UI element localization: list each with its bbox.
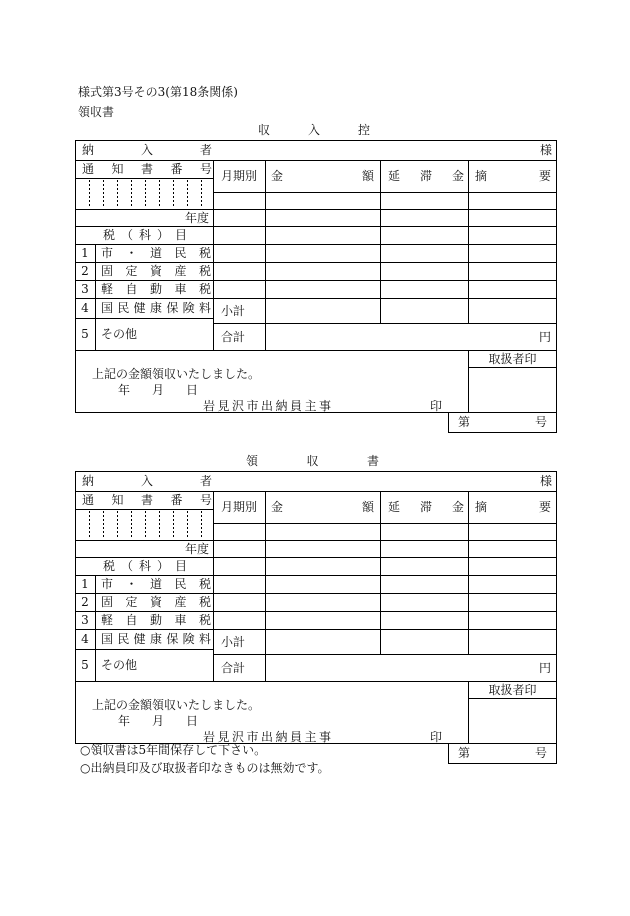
late-fee-header xyxy=(388,160,464,192)
table-rule xyxy=(448,743,449,764)
receipt-form xyxy=(75,471,557,764)
spread-glyph: 税 xyxy=(198,246,211,260)
table-rule xyxy=(468,491,469,655)
spread-glyph: 自 xyxy=(125,282,138,296)
payer-honorific: 様 xyxy=(539,143,552,157)
table-rule xyxy=(75,209,557,210)
spread-glyph: 号 xyxy=(534,415,547,429)
tax-item-number: 2 xyxy=(81,264,89,278)
date-line xyxy=(118,713,198,729)
cashier-title: 岩見沢市出納員主事 xyxy=(203,730,334,744)
spread-glyph: 領 xyxy=(246,454,259,468)
cashier-seal-mark: 印 xyxy=(430,399,443,413)
stub-title xyxy=(258,122,370,138)
tax-item-number: 3 xyxy=(81,613,89,627)
spread-glyph: 通 xyxy=(82,162,95,176)
spread-glyph: 金 xyxy=(451,500,464,514)
notice-digit-guide xyxy=(201,180,202,207)
table-rule xyxy=(448,412,449,433)
table-rule xyxy=(468,367,557,368)
spread-glyph: 目 xyxy=(174,228,187,242)
tax-item-name xyxy=(101,629,211,649)
spread-glyph: 滞 xyxy=(419,169,432,183)
spread-glyph: 市 xyxy=(101,246,114,260)
spread-glyph: 税 xyxy=(198,595,211,609)
fiscal-year-label: 年度 xyxy=(184,541,209,556)
document-name-label: 領収書 xyxy=(78,105,115,119)
yen-unit: 円 xyxy=(538,329,551,344)
spread-glyph: 延 xyxy=(388,500,401,514)
fiscal-year-label: 年度 xyxy=(184,210,209,225)
late-fee-header xyxy=(388,491,464,523)
remarks-header xyxy=(475,160,551,192)
spread-glyph: 民 xyxy=(174,246,187,260)
spread-glyph: 摘 xyxy=(475,169,488,183)
spread-glyph: 車 xyxy=(174,613,187,627)
tax-item-number: 1 xyxy=(81,577,89,591)
notice-digit-guide xyxy=(145,511,146,538)
spread-glyph: 軽 xyxy=(101,613,114,627)
spread-glyph: 入 xyxy=(140,143,153,157)
spread-glyph: 番 xyxy=(170,162,183,176)
spread-glyph: 道 xyxy=(149,246,162,260)
spread-glyph: 険 xyxy=(182,301,195,315)
cashier-seal-mark: 印 xyxy=(430,730,443,744)
table-rule xyxy=(75,509,214,510)
spread-glyph: ・ xyxy=(125,577,138,591)
spread-glyph: 自 xyxy=(125,613,138,627)
receipt-statement: 上記の金額領収いたしました。 xyxy=(92,367,261,381)
amount-header xyxy=(271,160,374,192)
spread-glyph: 税 xyxy=(198,613,211,627)
spread-glyph: 入 xyxy=(307,123,320,137)
spread-glyph: 車 xyxy=(174,282,187,296)
tax-item-name: その他 xyxy=(101,658,138,672)
handler-seal-label: 取扱者印 xyxy=(488,351,537,366)
table-rule xyxy=(75,178,214,179)
period-header: 月期別 xyxy=(220,169,257,183)
cashier-title: 岩見沢市出納員主事 xyxy=(203,399,334,413)
spread-glyph: 年 xyxy=(118,383,131,397)
payer-honorific: 様 xyxy=(539,474,552,488)
spread-glyph: 年 xyxy=(118,714,131,728)
notice-number-label xyxy=(82,160,212,178)
receipt-statement: 上記の金額領収いたしました。 xyxy=(92,698,261,712)
spread-glyph: 税 xyxy=(103,228,116,242)
spread-glyph: 知 xyxy=(111,493,124,507)
spread-glyph: 日 xyxy=(185,714,198,728)
spread-glyph: 入 xyxy=(140,474,153,488)
tax-item-number: 4 xyxy=(81,632,89,646)
notice-digit-guide xyxy=(89,511,90,538)
spread-glyph: 定 xyxy=(125,264,138,278)
tax-item-name: その他 xyxy=(101,327,138,341)
spread-glyph: 民 xyxy=(117,301,130,315)
spread-glyph: 納 xyxy=(82,143,95,157)
spread-glyph: 納 xyxy=(82,474,95,488)
spread-glyph: 号 xyxy=(199,162,212,176)
tax-item-name xyxy=(101,575,211,593)
notice-digit-guide xyxy=(117,511,118,538)
total-label: 合計 xyxy=(221,660,246,675)
spread-glyph: 動 xyxy=(149,282,162,296)
form-number-label: 様式第3号その3(第18条関係) xyxy=(78,85,238,99)
tax-item-number: 5 xyxy=(81,658,89,672)
spread-glyph: 固 xyxy=(101,264,114,278)
table-rule xyxy=(95,575,96,682)
total-label: 合計 xyxy=(221,329,246,344)
table-rule xyxy=(468,698,557,699)
table-rule xyxy=(265,491,266,682)
tax-item-name xyxy=(101,298,211,318)
spread-glyph: 摘 xyxy=(475,500,488,514)
subtotal-label: 小計 xyxy=(221,303,246,318)
spread-glyph: 書 xyxy=(140,493,153,507)
spread-glyph: 金 xyxy=(271,500,284,514)
spread-glyph: 額 xyxy=(361,169,374,183)
spread-glyph: 要 xyxy=(538,500,551,514)
note-item: ○領収書は5年間保存して下さい。 xyxy=(80,743,267,757)
spread-glyph: （ xyxy=(120,228,133,242)
spread-glyph: 月 xyxy=(151,383,164,397)
spread-glyph: 号 xyxy=(199,493,212,507)
spread-glyph: 者 xyxy=(199,474,212,488)
notice-digit-guide xyxy=(201,511,202,538)
spread-glyph: 要 xyxy=(538,169,551,183)
notice-digit-guide xyxy=(159,511,160,538)
spread-glyph: 書 xyxy=(140,162,153,176)
remarks-header xyxy=(475,491,551,523)
spread-glyph: 民 xyxy=(117,632,130,646)
note-item: ○出納員印及び取扱者印なきものは無効です。 xyxy=(80,761,330,775)
spread-glyph: 康 xyxy=(149,632,162,646)
spread-glyph: 書 xyxy=(366,454,379,468)
table-rule xyxy=(556,743,557,764)
table-rule xyxy=(265,160,266,351)
spread-glyph: 康 xyxy=(149,301,162,315)
spread-glyph: 税 xyxy=(103,559,116,573)
tax-item-name xyxy=(101,611,211,629)
spread-glyph: 税 xyxy=(198,577,211,591)
tax-item-number: 5 xyxy=(81,327,89,341)
tax-item-number: 4 xyxy=(81,301,89,315)
handler-seal-label: 取扱者印 xyxy=(488,682,537,697)
tax-item-number: 2 xyxy=(81,595,89,609)
spread-glyph: 国 xyxy=(101,301,114,315)
spread-glyph: 収 xyxy=(306,454,319,468)
table-rule xyxy=(75,540,557,541)
payer-label xyxy=(82,471,212,491)
table-rule xyxy=(380,491,381,655)
receipt-title xyxy=(246,453,379,469)
tax-item-name xyxy=(101,280,211,298)
tax-item-name xyxy=(101,262,211,280)
notice-digit-guide xyxy=(103,180,104,207)
spread-glyph: 知 xyxy=(111,162,124,176)
spread-glyph: （ xyxy=(120,559,133,573)
spread-glyph: 資 xyxy=(149,595,162,609)
notice-digit-guide xyxy=(117,180,118,207)
spread-glyph: 固 xyxy=(101,595,114,609)
spread-glyph: 健 xyxy=(133,632,146,646)
spread-glyph: ） xyxy=(156,559,169,573)
spread-glyph: 延 xyxy=(388,169,401,183)
payer-label xyxy=(82,140,212,160)
yen-unit: 円 xyxy=(538,660,551,675)
spread-glyph: 者 xyxy=(199,143,212,157)
table-rule xyxy=(556,412,557,433)
period-header: 月期別 xyxy=(220,500,257,514)
tax-item-name xyxy=(101,593,211,611)
notice-digit-guide xyxy=(131,180,132,207)
spread-glyph: 通 xyxy=(82,493,95,507)
spread-glyph: 資 xyxy=(149,264,162,278)
notice-digit-guide xyxy=(131,511,132,538)
spread-glyph: 金 xyxy=(271,169,284,183)
notice-digit-guide xyxy=(159,180,160,207)
tax-category-label xyxy=(103,557,187,575)
spread-glyph: 国 xyxy=(101,632,114,646)
spread-glyph: 第 xyxy=(458,746,471,760)
spread-glyph: 番 xyxy=(170,493,183,507)
tax-item-number: 3 xyxy=(81,282,89,296)
table-rule xyxy=(448,432,557,433)
table-rule xyxy=(95,244,96,351)
stub-form xyxy=(75,140,557,433)
spread-glyph: 税 xyxy=(198,264,211,278)
spread-glyph: 健 xyxy=(133,301,146,315)
notice-digit-guide xyxy=(187,511,188,538)
spread-glyph: 税 xyxy=(198,282,211,296)
spread-glyph: 収 xyxy=(258,123,271,137)
notice-number-label xyxy=(82,491,212,509)
notice-digit-guide xyxy=(89,180,90,207)
spread-glyph: 第 xyxy=(458,415,471,429)
spread-glyph: ） xyxy=(156,228,169,242)
notice-digit-guide xyxy=(103,511,104,538)
spread-glyph: 料 xyxy=(198,301,211,315)
spread-glyph: 保 xyxy=(166,301,179,315)
spread-glyph: 日 xyxy=(185,383,198,397)
spread-glyph: 産 xyxy=(174,264,187,278)
spread-glyph: 険 xyxy=(182,632,195,646)
tax-item-number: 1 xyxy=(81,246,89,260)
spread-glyph: 動 xyxy=(149,613,162,627)
spread-glyph: 科 xyxy=(138,559,151,573)
spread-glyph: 保 xyxy=(166,632,179,646)
spread-glyph: 金 xyxy=(451,169,464,183)
subtotal-label: 小計 xyxy=(221,634,246,649)
spread-glyph: 額 xyxy=(361,500,374,514)
notice-digit-guide xyxy=(173,511,174,538)
spread-glyph: 料 xyxy=(198,632,211,646)
spread-glyph: 定 xyxy=(125,595,138,609)
date-line xyxy=(118,382,198,398)
notice-digit-guide xyxy=(173,180,174,207)
spread-glyph: 月 xyxy=(151,714,164,728)
spread-glyph: 軽 xyxy=(101,282,114,296)
spread-glyph: 市 xyxy=(101,577,114,591)
table-rule xyxy=(468,160,469,324)
spread-glyph: 控 xyxy=(357,123,370,137)
spread-glyph: 滞 xyxy=(419,500,432,514)
spread-glyph: ・ xyxy=(125,246,138,260)
spread-glyph: 民 xyxy=(174,577,187,591)
receipt-number-label xyxy=(458,743,547,763)
notice-digit-guide xyxy=(187,180,188,207)
spread-glyph: 号 xyxy=(534,746,547,760)
notice-digit-guide xyxy=(145,180,146,207)
spread-glyph: 目 xyxy=(174,559,187,573)
tax-item-name xyxy=(101,244,211,262)
tax-category-label xyxy=(103,226,187,244)
receipt-number-label xyxy=(458,412,547,432)
table-rule xyxy=(448,763,557,764)
table-rule xyxy=(380,160,381,324)
spread-glyph: 産 xyxy=(174,595,187,609)
spread-glyph: 道 xyxy=(149,577,162,591)
spread-glyph: 科 xyxy=(138,228,151,242)
amount-header xyxy=(271,491,374,523)
